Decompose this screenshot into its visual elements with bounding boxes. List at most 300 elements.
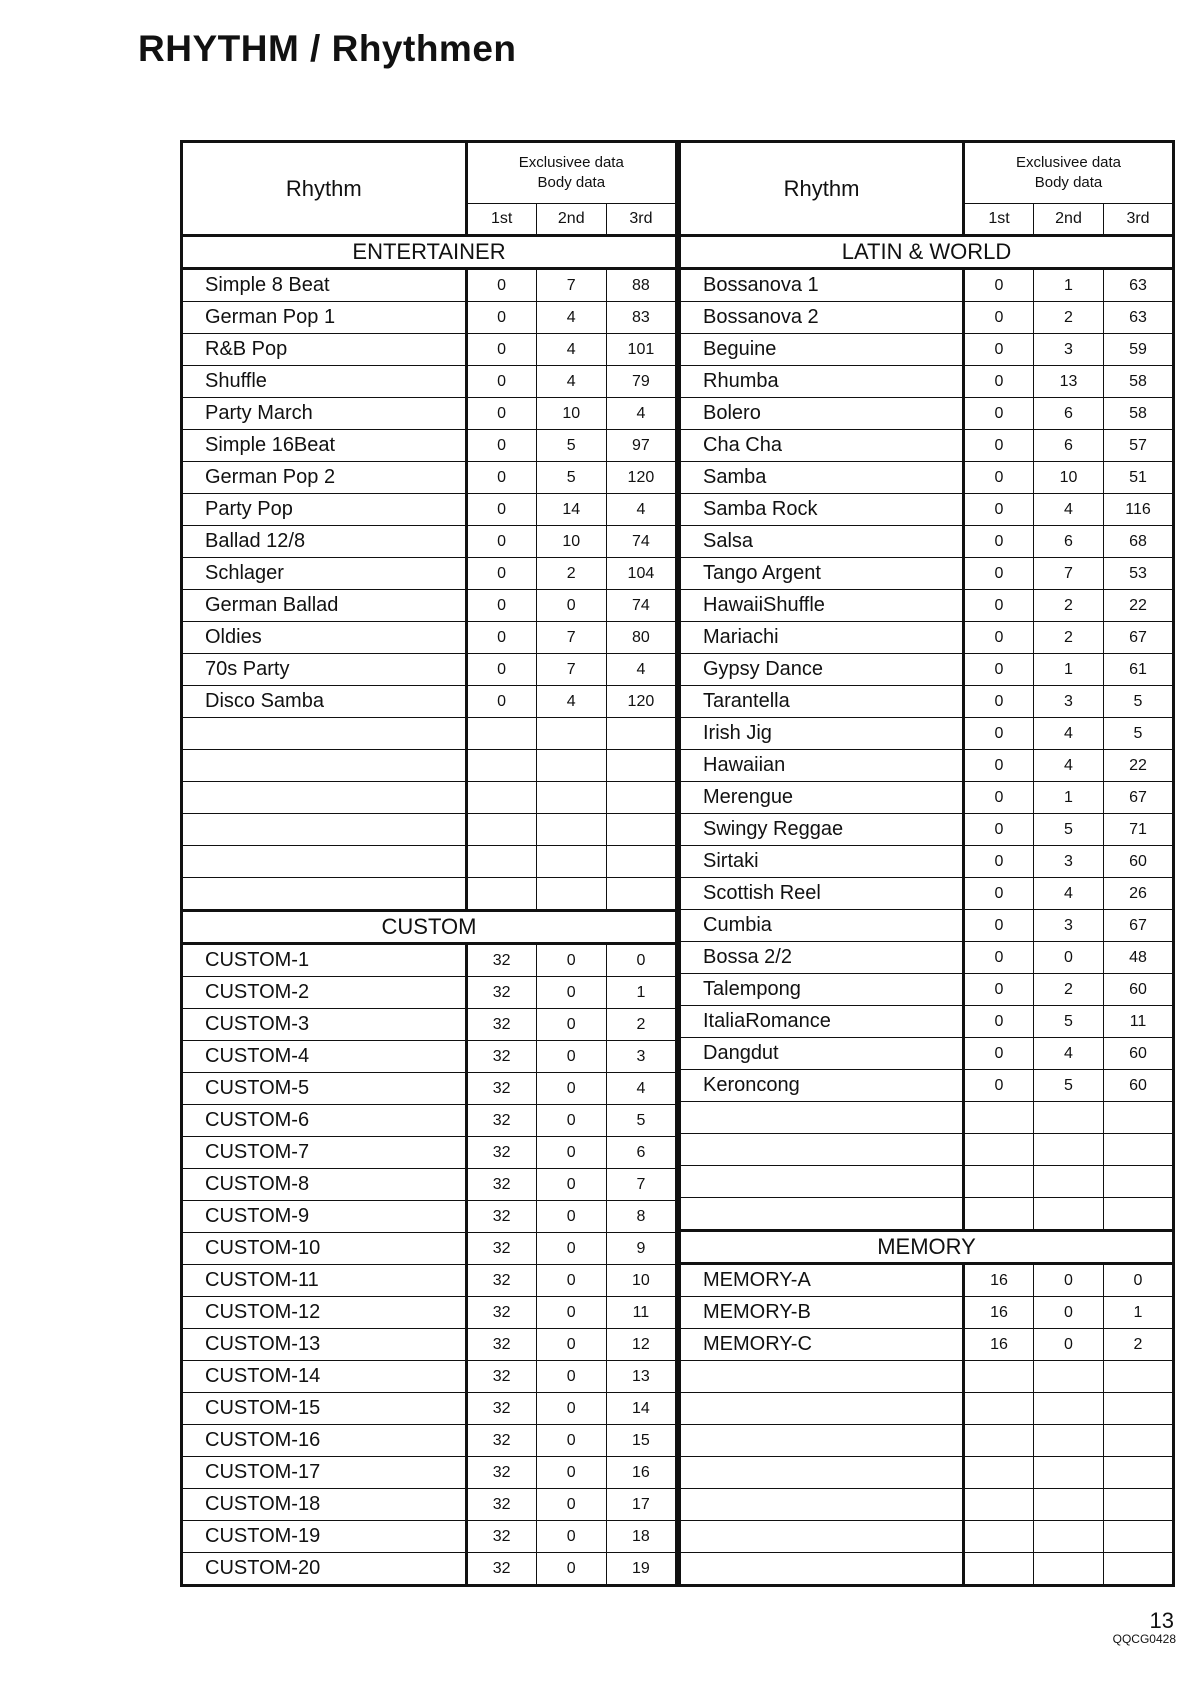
rhythm-name-cell: Swingy Reggae xyxy=(680,814,964,846)
value-3rd-cell: 3 xyxy=(606,1041,676,1073)
section-header-row xyxy=(182,911,677,944)
table-row xyxy=(182,558,677,590)
value-2nd-cell: 0 xyxy=(536,1425,606,1457)
table-row xyxy=(182,944,677,977)
value-2nd-cell: 0 xyxy=(536,1009,606,1041)
value-3rd-cell xyxy=(1104,1361,1174,1393)
value-1st-cell: 32 xyxy=(466,1361,536,1393)
value-1st-cell: 0 xyxy=(466,366,536,398)
table-row xyxy=(680,1006,1174,1038)
header-exclusive-data xyxy=(964,142,1174,204)
value-3rd-cell: 11 xyxy=(606,1297,676,1329)
rhythm-name-cell: CUSTOM-18 xyxy=(182,1489,467,1521)
value-1st-cell: 16 xyxy=(964,1264,1034,1297)
value-2nd-cell xyxy=(1034,1521,1104,1553)
header-rhythm: Rhythm xyxy=(182,142,467,236)
value-3rd-cell: 4 xyxy=(606,654,676,686)
value-1st-cell: 32 xyxy=(466,1329,536,1361)
value-2nd-cell: 0 xyxy=(536,1361,606,1393)
rhythm-name-cell xyxy=(680,1198,964,1231)
value-1st-cell: 0 xyxy=(466,462,536,494)
value-3rd-cell: 10 xyxy=(606,1265,676,1297)
table-row xyxy=(182,1233,677,1265)
value-3rd-cell: 60 xyxy=(1104,1038,1174,1070)
rhythm-name-cell: CUSTOM-13 xyxy=(182,1329,467,1361)
section-title: CUSTOM xyxy=(182,911,677,944)
value-3rd-cell: 120 xyxy=(606,686,676,718)
value-1st-cell xyxy=(964,1134,1034,1166)
value-1st-cell: 0 xyxy=(964,558,1034,590)
rhythm-name-cell: Bossa 2/2 xyxy=(680,942,964,974)
value-2nd-cell xyxy=(536,846,606,878)
value-1st-cell: 0 xyxy=(964,1038,1034,1070)
value-3rd-cell: 60 xyxy=(1104,1070,1174,1102)
value-3rd-cell: 26 xyxy=(1104,878,1174,910)
value-3rd-cell: 58 xyxy=(1104,398,1174,430)
value-3rd-cell: 97 xyxy=(606,430,676,462)
table-row xyxy=(182,782,677,814)
value-3rd-cell: 17 xyxy=(606,1489,676,1521)
value-2nd-cell: 0 xyxy=(1034,1264,1104,1297)
table-row xyxy=(680,1553,1174,1586)
value-1st-cell: 0 xyxy=(964,526,1034,558)
value-3rd-cell: 58 xyxy=(1104,366,1174,398)
value-1st-cell xyxy=(964,1198,1034,1231)
value-2nd-cell: 1 xyxy=(1034,654,1104,686)
value-2nd-cell: 7 xyxy=(536,622,606,654)
header-col-2nd: 2nd xyxy=(1034,204,1104,236)
rhythm-name-cell xyxy=(680,1425,964,1457)
rhythm-name-cell: CUSTOM-1 xyxy=(182,944,467,977)
value-1st-cell xyxy=(964,1102,1034,1134)
rhythm-name-cell: MEMORY-A xyxy=(680,1264,964,1297)
value-1st-cell: 0 xyxy=(466,526,536,558)
section-title: ENTERTAINER xyxy=(182,236,677,269)
rhythm-name-cell: R&B Pop xyxy=(182,334,467,366)
table-row xyxy=(182,1265,677,1297)
value-1st-cell: 32 xyxy=(466,1073,536,1105)
header-rhythm: Rhythm xyxy=(680,142,964,236)
table-row xyxy=(680,334,1174,366)
value-2nd-cell xyxy=(536,782,606,814)
value-2nd-cell: 13 xyxy=(1034,366,1104,398)
value-3rd-cell xyxy=(606,750,676,782)
value-2nd-cell xyxy=(1034,1425,1104,1457)
table-row xyxy=(680,1425,1174,1457)
table-row xyxy=(182,977,677,1009)
section-title: LATIN & WORLD xyxy=(680,236,1174,269)
rhythm-name-cell: Cumbia xyxy=(680,910,964,942)
section-header-row xyxy=(680,236,1174,269)
value-1st-cell: 0 xyxy=(964,269,1034,302)
table-row xyxy=(680,1102,1174,1134)
table-row xyxy=(182,1009,677,1041)
table-row xyxy=(680,942,1174,974)
value-1st-cell: 32 xyxy=(466,1457,536,1489)
value-3rd-cell: 16 xyxy=(606,1457,676,1489)
table-row xyxy=(182,1169,677,1201)
table-row xyxy=(680,1489,1174,1521)
value-1st-cell: 0 xyxy=(964,718,1034,750)
table-row xyxy=(182,814,677,846)
rhythm-name-cell: Merengue xyxy=(680,782,964,814)
rhythm-name-cell: Disco Samba xyxy=(182,686,467,718)
table-row xyxy=(182,1553,677,1586)
value-3rd-cell xyxy=(1104,1457,1174,1489)
value-3rd-cell: 2 xyxy=(606,1009,676,1041)
rhythm-name-cell xyxy=(182,878,467,911)
value-1st-cell: 0 xyxy=(964,654,1034,686)
rhythm-name-cell: Salsa xyxy=(680,526,964,558)
value-3rd-cell xyxy=(606,846,676,878)
header-col-3rd: 3rd xyxy=(1104,204,1174,236)
value-3rd-cell: 48 xyxy=(1104,942,1174,974)
value-1st-cell: 0 xyxy=(964,366,1034,398)
value-3rd-cell xyxy=(1104,1102,1174,1134)
rhythm-name-cell: CUSTOM-12 xyxy=(182,1297,467,1329)
value-1st-cell: 0 xyxy=(964,686,1034,718)
value-2nd-cell: 4 xyxy=(536,366,606,398)
value-1st-cell: 32 xyxy=(466,1233,536,1265)
value-1st-cell: 0 xyxy=(466,302,536,334)
value-1st-cell: 0 xyxy=(964,398,1034,430)
value-1st-cell: 0 xyxy=(466,430,536,462)
value-2nd-cell xyxy=(1034,1166,1104,1198)
table-row xyxy=(680,1166,1174,1198)
value-2nd-cell: 1 xyxy=(1034,269,1104,302)
rhythm-name-cell: CUSTOM-20 xyxy=(182,1553,467,1586)
table-row xyxy=(182,269,677,302)
value-2nd-cell: 0 xyxy=(536,1489,606,1521)
rhythm-name-cell xyxy=(680,1134,964,1166)
rhythm-name-cell: Hawaiian xyxy=(680,750,964,782)
table-row xyxy=(680,1038,1174,1070)
table-row xyxy=(680,750,1174,782)
rhythm-name-cell: Oldies xyxy=(182,622,467,654)
value-3rd-cell: 116 xyxy=(1104,494,1174,526)
rhythm-name-cell: CUSTOM-19 xyxy=(182,1521,467,1553)
value-2nd-cell: 4 xyxy=(1034,1038,1104,1070)
rhythm-name-cell: CUSTOM-8 xyxy=(182,1169,467,1201)
value-1st-cell: 16 xyxy=(964,1329,1034,1361)
table-row xyxy=(182,718,677,750)
rhythm-name-cell: CUSTOM-4 xyxy=(182,1041,467,1073)
table-row xyxy=(182,878,677,911)
value-1st-cell: 0 xyxy=(964,302,1034,334)
value-1st-cell: 0 xyxy=(466,398,536,430)
value-3rd-cell: 7 xyxy=(606,1169,676,1201)
table-row xyxy=(680,398,1174,430)
value-1st-cell: 32 xyxy=(466,944,536,977)
value-2nd-cell: 0 xyxy=(536,1329,606,1361)
value-1st-cell: 0 xyxy=(964,1006,1034,1038)
value-2nd-cell: 6 xyxy=(1034,526,1104,558)
value-3rd-cell: 67 xyxy=(1104,910,1174,942)
value-1st-cell: 0 xyxy=(964,494,1034,526)
value-3rd-cell: 15 xyxy=(606,1425,676,1457)
table-row xyxy=(680,814,1174,846)
value-2nd-cell: 7 xyxy=(1034,558,1104,590)
value-3rd-cell: 6 xyxy=(606,1137,676,1169)
value-3rd-cell: 51 xyxy=(1104,462,1174,494)
table-row xyxy=(680,558,1174,590)
value-2nd-cell: 0 xyxy=(536,977,606,1009)
rhythm-name-cell: MEMORY-C xyxy=(680,1329,964,1361)
value-3rd-cell: 74 xyxy=(606,526,676,558)
rhythm-name-cell: Bossanova 1 xyxy=(680,269,964,302)
rhythm-name-cell: CUSTOM-6 xyxy=(182,1105,467,1137)
table-row xyxy=(680,1134,1174,1166)
value-3rd-cell: 74 xyxy=(606,590,676,622)
value-2nd-cell xyxy=(1034,1393,1104,1425)
value-2nd-cell xyxy=(1034,1489,1104,1521)
rhythm-name-cell: CUSTOM-16 xyxy=(182,1425,467,1457)
rhythm-name-cell: Samba xyxy=(680,462,964,494)
rhythm-name-cell: Bolero xyxy=(680,398,964,430)
value-3rd-cell: 63 xyxy=(1104,302,1174,334)
value-2nd-cell: 14 xyxy=(536,494,606,526)
rhythm-name-cell: Simple 16Beat xyxy=(182,430,467,462)
rhythm-name-cell: Dangdut xyxy=(680,1038,964,1070)
rhythm-name-cell: Keroncong xyxy=(680,1070,964,1102)
value-1st-cell: 32 xyxy=(466,1297,536,1329)
value-3rd-cell: 4 xyxy=(606,1073,676,1105)
table-row xyxy=(680,1361,1174,1393)
value-1st-cell: 32 xyxy=(466,1169,536,1201)
value-3rd-cell: 80 xyxy=(606,622,676,654)
rhythm-name-cell xyxy=(182,750,467,782)
value-2nd-cell: 3 xyxy=(1034,686,1104,718)
table-row xyxy=(182,750,677,782)
left-table-body xyxy=(182,236,677,1586)
value-1st-cell xyxy=(964,1521,1034,1553)
value-1st-cell: 32 xyxy=(466,1009,536,1041)
section-title: MEMORY xyxy=(680,1231,1174,1264)
table-row xyxy=(680,910,1174,942)
table-row xyxy=(680,366,1174,398)
rhythm-name-cell: Mariachi xyxy=(680,622,964,654)
rhythm-name-cell xyxy=(182,718,467,750)
section-header-row xyxy=(680,1231,1174,1264)
value-2nd-cell: 5 xyxy=(1034,814,1104,846)
rhythm-name-cell: Shuffle xyxy=(182,366,467,398)
table-row xyxy=(182,1105,677,1137)
value-3rd-cell: 79 xyxy=(606,366,676,398)
header-col-3rd: 3rd xyxy=(606,204,676,236)
value-2nd-cell: 0 xyxy=(536,1137,606,1169)
table-row xyxy=(182,1137,677,1169)
table-row xyxy=(182,1201,677,1233)
value-1st-cell: 32 xyxy=(466,1425,536,1457)
value-1st-cell xyxy=(964,1393,1034,1425)
rhythm-name-cell xyxy=(680,1361,964,1393)
value-2nd-cell: 2 xyxy=(1034,302,1104,334)
value-2nd-cell: 4 xyxy=(1034,494,1104,526)
rhythm-name-cell: MEMORY-B xyxy=(680,1297,964,1329)
table-row xyxy=(680,974,1174,1006)
table-row xyxy=(182,462,677,494)
rhythm-name-cell: Scottish Reel xyxy=(680,878,964,910)
value-1st-cell: 0 xyxy=(466,654,536,686)
value-2nd-cell: 0 xyxy=(1034,942,1104,974)
value-2nd-cell: 0 xyxy=(536,1169,606,1201)
value-2nd-cell xyxy=(1034,1553,1104,1586)
left-rhythm-table xyxy=(180,140,678,1587)
table-row xyxy=(182,846,677,878)
value-1st-cell: 0 xyxy=(466,334,536,366)
rhythm-name-cell xyxy=(182,782,467,814)
header-col-1st: 1st xyxy=(466,204,536,236)
value-1st-cell: 32 xyxy=(466,1521,536,1553)
value-1st-cell: 0 xyxy=(964,846,1034,878)
table-row xyxy=(182,622,677,654)
table-row xyxy=(182,1041,677,1073)
rhythm-name-cell: Samba Rock xyxy=(680,494,964,526)
value-3rd-cell: 19 xyxy=(606,1553,676,1586)
value-3rd-cell: 101 xyxy=(606,334,676,366)
value-2nd-cell: 10 xyxy=(1034,462,1104,494)
page-number: 13 xyxy=(1149,1608,1174,1633)
value-3rd-cell: 63 xyxy=(1104,269,1174,302)
value-1st-cell: 32 xyxy=(466,1393,536,1425)
value-3rd-cell xyxy=(606,782,676,814)
rhythm-name-cell: Tarantella xyxy=(680,686,964,718)
table-row xyxy=(680,622,1174,654)
table-row xyxy=(680,1329,1174,1361)
value-1st-cell: 32 xyxy=(466,1041,536,1073)
value-1st-cell: 0 xyxy=(964,942,1034,974)
value-2nd-cell: 0 xyxy=(536,1553,606,1586)
value-3rd-cell: 0 xyxy=(1104,1264,1174,1297)
value-2nd-cell: 0 xyxy=(536,1521,606,1553)
rhythm-name-cell: 70s Party xyxy=(182,654,467,686)
value-2nd-cell: 0 xyxy=(536,1073,606,1105)
value-3rd-cell: 104 xyxy=(606,558,676,590)
value-1st-cell: 32 xyxy=(466,1553,536,1586)
value-1st-cell xyxy=(466,750,536,782)
value-1st-cell xyxy=(466,878,536,911)
value-3rd-cell: 68 xyxy=(1104,526,1174,558)
table-row xyxy=(680,718,1174,750)
rhythm-name-cell xyxy=(182,814,467,846)
value-3rd-cell: 5 xyxy=(1104,718,1174,750)
table-row xyxy=(680,878,1174,910)
table-row xyxy=(182,302,677,334)
value-2nd-cell: 3 xyxy=(1034,334,1104,366)
value-3rd-cell: 71 xyxy=(1104,814,1174,846)
value-3rd-cell: 4 xyxy=(606,398,676,430)
value-1st-cell: 32 xyxy=(466,1265,536,1297)
table-row xyxy=(680,1521,1174,1553)
value-2nd-cell: 0 xyxy=(536,1233,606,1265)
rhythm-name-cell: Beguine xyxy=(680,334,964,366)
value-3rd-cell: 2 xyxy=(1104,1329,1174,1361)
value-3rd-cell: 9 xyxy=(606,1233,676,1265)
value-3rd-cell xyxy=(1104,1553,1174,1586)
table-row xyxy=(680,430,1174,462)
header-exclusive-line2: Body data xyxy=(1034,174,1103,191)
value-3rd-cell: 13 xyxy=(606,1361,676,1393)
value-3rd-cell xyxy=(1104,1166,1174,1198)
value-2nd-cell: 0 xyxy=(536,590,606,622)
rhythm-name-cell: Irish Jig xyxy=(680,718,964,750)
value-2nd-cell: 0 xyxy=(536,1265,606,1297)
table-row xyxy=(680,686,1174,718)
value-1st-cell: 0 xyxy=(964,430,1034,462)
rhythm-name-cell: German Pop 2 xyxy=(182,462,467,494)
value-2nd-cell xyxy=(536,814,606,846)
rhythm-name-cell xyxy=(680,1457,964,1489)
rhythm-name-cell: Ballad 12/8 xyxy=(182,526,467,558)
value-1st-cell: 0 xyxy=(466,558,536,590)
right-table-body xyxy=(680,236,1174,1586)
table-row xyxy=(182,1329,677,1361)
table-row xyxy=(182,1361,677,1393)
rhythm-name-cell: CUSTOM-5 xyxy=(182,1073,467,1105)
value-3rd-cell: 22 xyxy=(1104,590,1174,622)
table-row xyxy=(182,494,677,526)
value-3rd-cell xyxy=(1104,1521,1174,1553)
value-2nd-cell: 4 xyxy=(1034,750,1104,782)
table-row xyxy=(680,1457,1174,1489)
value-2nd-cell: 5 xyxy=(1034,1006,1104,1038)
rhythm-name-cell: CUSTOM-15 xyxy=(182,1393,467,1425)
value-1st-cell: 0 xyxy=(466,494,536,526)
value-1st-cell: 0 xyxy=(964,1070,1034,1102)
rhythm-name-cell: Simple 8 Beat xyxy=(182,269,467,302)
value-2nd-cell: 5 xyxy=(536,430,606,462)
rhythm-name-cell: Rhumba xyxy=(680,366,964,398)
value-1st-cell xyxy=(964,1166,1034,1198)
rhythm-name-cell: Tango Argent xyxy=(680,558,964,590)
value-1st-cell: 0 xyxy=(964,462,1034,494)
table-row xyxy=(182,366,677,398)
table-row xyxy=(680,1393,1174,1425)
value-1st-cell: 32 xyxy=(466,1105,536,1137)
table-row xyxy=(182,686,677,718)
table-row xyxy=(182,1073,677,1105)
value-3rd-cell: 1 xyxy=(1104,1297,1174,1329)
header-exclusive-line1: Exclusivee data xyxy=(1015,154,1122,171)
table-row xyxy=(182,1425,677,1457)
value-3rd-cell: 1 xyxy=(606,977,676,1009)
table-row xyxy=(680,462,1174,494)
rhythm-name-cell: German Pop 1 xyxy=(182,302,467,334)
value-2nd-cell: 5 xyxy=(536,462,606,494)
table-row xyxy=(680,590,1174,622)
value-3rd-cell: 60 xyxy=(1104,846,1174,878)
value-2nd-cell: 0 xyxy=(536,1105,606,1137)
value-3rd-cell xyxy=(1104,1198,1174,1231)
table-row xyxy=(680,526,1174,558)
value-1st-cell: 16 xyxy=(964,1297,1034,1329)
value-3rd-cell: 18 xyxy=(606,1521,676,1553)
value-3rd-cell: 88 xyxy=(606,269,676,302)
table-row xyxy=(680,1297,1174,1329)
value-2nd-cell: 7 xyxy=(536,654,606,686)
table-row xyxy=(680,269,1174,302)
value-1st-cell: 32 xyxy=(466,1137,536,1169)
rhythm-name-cell xyxy=(680,1102,964,1134)
table-row xyxy=(182,334,677,366)
value-2nd-cell xyxy=(1034,1102,1104,1134)
rhythm-name-cell: Party Pop xyxy=(182,494,467,526)
value-2nd-cell: 6 xyxy=(1034,430,1104,462)
rhythm-name-cell: HawaiiShuffle xyxy=(680,590,964,622)
value-1st-cell: 0 xyxy=(964,622,1034,654)
value-1st-cell: 0 xyxy=(964,750,1034,782)
value-1st-cell xyxy=(466,782,536,814)
